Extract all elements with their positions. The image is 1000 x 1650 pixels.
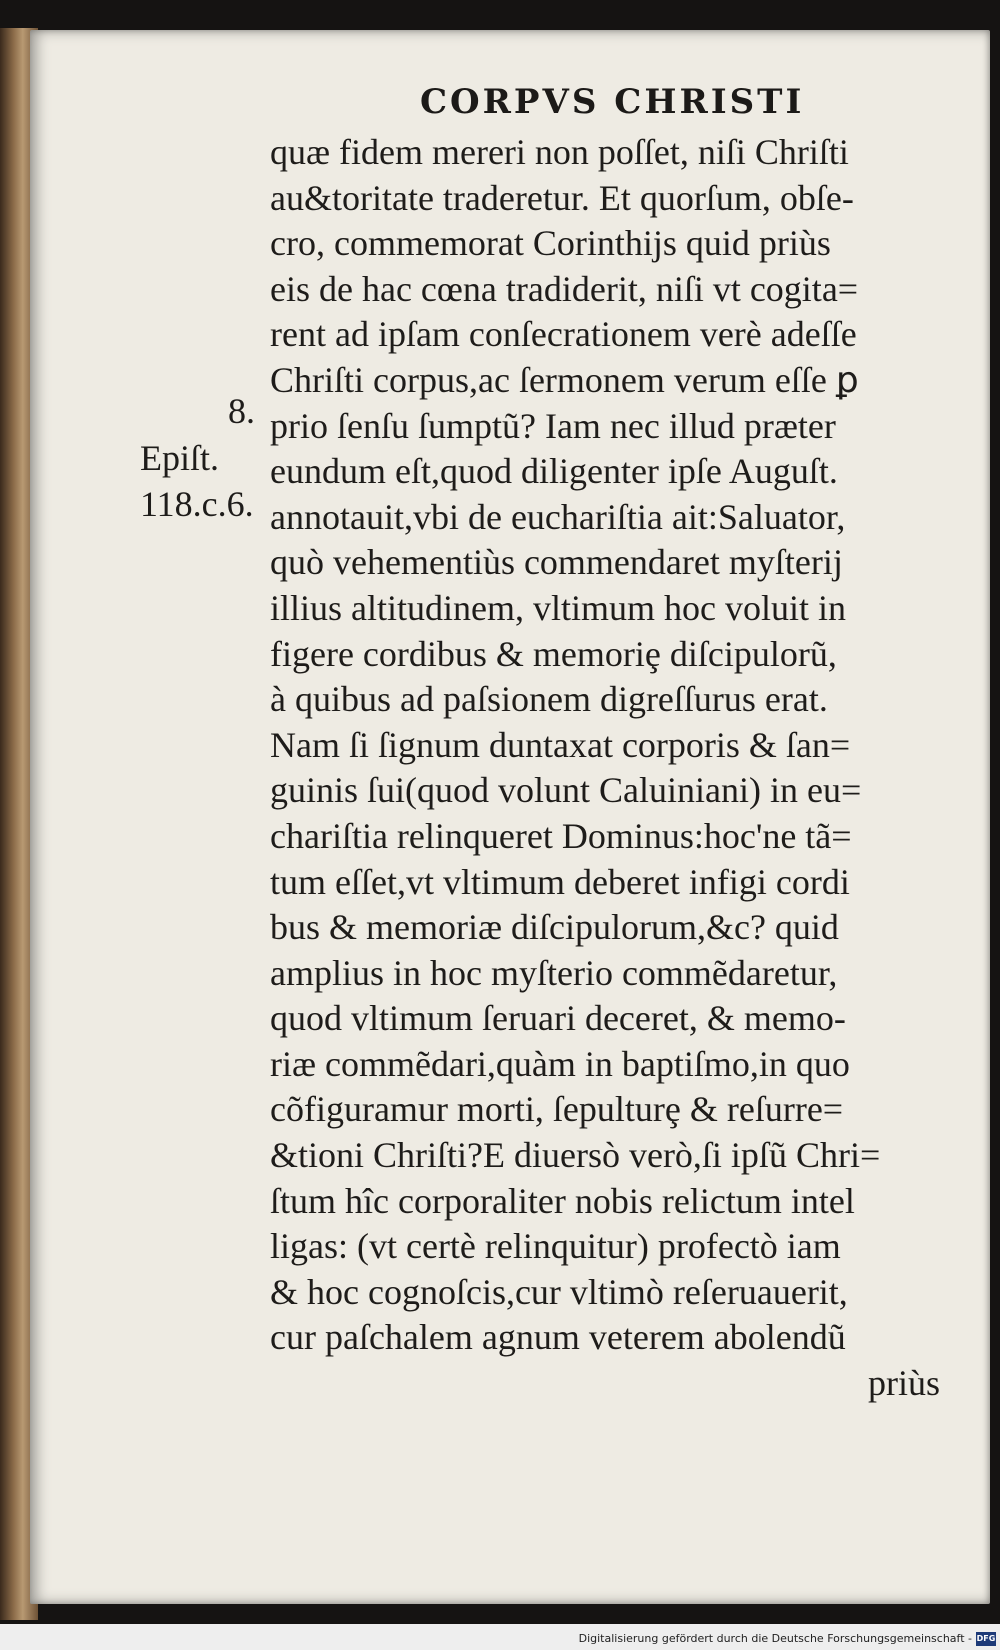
- text-line: cro, commemorat Corinthijs quid priùs: [270, 223, 831, 264]
- text-line: Chriſti corpus,ac ſermonem verum eſſe ꝑ: [270, 359, 859, 400]
- text-line: eis de hac cœna tradiderit, niſi vt cogita=: [270, 268, 859, 309]
- body-text: [270, 130, 970, 1407]
- text-line: tum eſſet,vt vltimum deberet infigi cordi: [270, 861, 850, 902]
- text-line: quò vehementiùs commendaret myſterij: [270, 542, 843, 583]
- text-line: illius altitudinem, vltimum hoc voluit in: [270, 587, 846, 628]
- text-line: guinis ſui(quod volunt Caluiniani) in eu=: [270, 770, 862, 811]
- text-line: & hoc cognoſcis,cur vltimò reſeruauerit,: [270, 1271, 848, 1312]
- margin-note-1: 8.: [228, 391, 255, 431]
- text-line: Nam ſi ſignum duntaxat corporis & ſan=: [270, 724, 851, 765]
- margin-note-3: 118.c.6.: [140, 484, 254, 524]
- text-line: prio ſenſu ſumptũ? Iam nec illud præter: [270, 405, 836, 446]
- text-line: ſtum hîc corporaliter nobis relictum intel: [270, 1180, 855, 1221]
- text-line: à quibus ad paſsionem digreſſurus erat.: [270, 679, 828, 720]
- text-line: au&toritate traderetur. Et quorſum, obſe-: [270, 177, 854, 218]
- footer-credit: Digitalisierung gefördert durch die Deutsche Forschungsgemeinschaft -: [578, 1632, 972, 1645]
- text-line: ligas: (vt certè relinquitur) profectò iam: [270, 1226, 841, 1267]
- text-line: rent ad ipſam conſecrationem verè adeſſe: [270, 314, 857, 355]
- text-line: chariſtia relinqueret Dominus:hoc'ne tã=: [270, 815, 852, 856]
- text-line: quæ fidem mereri non poſſet, niſi Chriſti: [270, 132, 849, 172]
- text-line: cur paſchalem agnum veterem abolendũ: [270, 1317, 846, 1358]
- text-line: figere cordibus & memoriȩ diſcipulorũ,: [270, 633, 837, 674]
- text-line: annotauit,vbi de euchariſtia ait:Saluator,: [270, 496, 846, 537]
- running-head: CORPVS CHRISTI: [420, 82, 805, 122]
- margin-note-2: Epiſt.: [140, 438, 219, 478]
- catchword: priùs: [868, 1363, 940, 1404]
- text-line: amplius in hoc myſterio commẽdaretur,: [270, 952, 838, 993]
- text-line: eundum eſt,quod diligenter ipſe Auguſt.: [270, 451, 838, 492]
- text-line: riæ commẽdari,quàm in baptiſmo,in quo: [270, 1043, 850, 1084]
- text-line: &tioni Chriſti?E diuersò verò,ſi ipſũ Chri=: [270, 1135, 881, 1176]
- text-line: bus & memoriæ diſcipulorum,&c? quid: [270, 907, 839, 948]
- text-line: cõfiguramur morti, ſepulturȩ & reſurre=: [270, 1089, 844, 1130]
- text-line: quod vltimum ſeruari deceret, & memo-: [270, 998, 846, 1039]
- footer-bar: [0, 1624, 1000, 1650]
- dfg-logo: DFG: [976, 1632, 996, 1646]
